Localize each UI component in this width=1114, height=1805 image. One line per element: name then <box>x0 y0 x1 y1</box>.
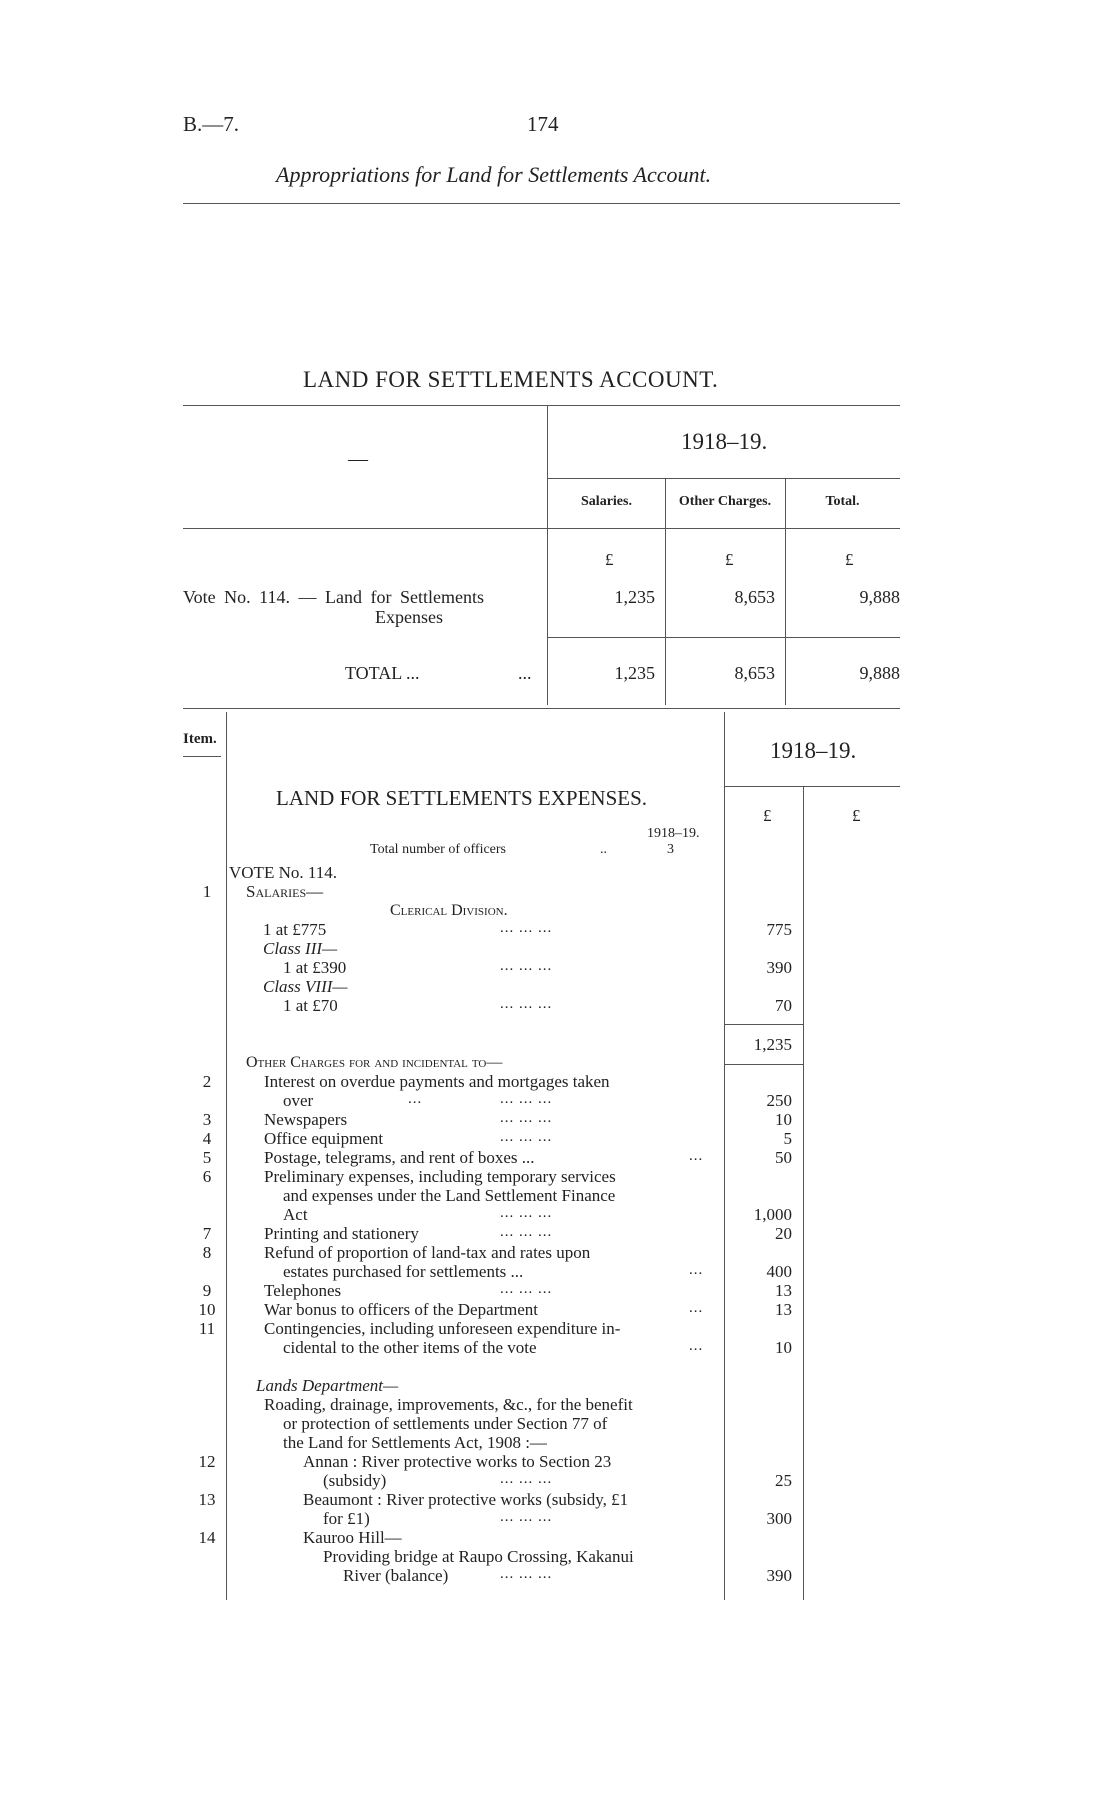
item-description: and expenses under the Land Settlement Finance <box>283 1186 616 1205</box>
salaries-subtotal-rule-top <box>724 1024 803 1025</box>
vote-heading: VOTE No. 114. <box>229 863 337 882</box>
item-amount: 20 <box>775 1224 792 1243</box>
summary-title: LAND FOR SETTLEMENTS ACCOUNT. <box>303 367 719 392</box>
item-number: 1 <box>202 882 212 901</box>
lands-department-heading: Lands Department— <box>256 1376 399 1395</box>
item-description: over <box>283 1091 314 1110</box>
leader-dots: ... <box>689 1338 704 1354</box>
item-description: estates purchased for settlements ... <box>283 1262 524 1281</box>
col-salaries-header: Salaries. <box>581 494 632 509</box>
vote-total: 9,888 <box>859 587 900 607</box>
leader-dots: ... ... ... <box>500 1471 553 1487</box>
summary-year-rule <box>547 478 900 479</box>
page-number: 174 <box>527 112 559 136</box>
summary-header-rule <box>183 528 900 529</box>
summary-top-rule <box>183 405 900 406</box>
item-amount: 13 <box>775 1281 792 1300</box>
vote-salaries: 1,235 <box>614 587 655 607</box>
vote-label: Vote No. 114. — Land for Settlements <box>183 587 484 607</box>
clerical-division: Clerical Division. <box>390 902 508 919</box>
item-description: for £1) <box>323 1509 370 1528</box>
leader-dots: ... <box>689 1148 704 1164</box>
detail-year: 1918–19. <box>770 738 857 763</box>
item-number: 4 <box>202 1129 212 1148</box>
item-description: Annan : River protective works to Section 23 <box>303 1452 612 1471</box>
leader-dots: ... ... ... <box>500 996 553 1012</box>
vote-other-charges: 8,653 <box>734 587 775 607</box>
item-amount: 13 <box>775 1300 792 1319</box>
roading-description: the Land for Settlements Act, 1908 :— <box>283 1433 547 1452</box>
item-number: 2 <box>202 1072 212 1091</box>
item-description: Act <box>283 1205 308 1224</box>
expenses-title: LAND FOR SETTLEMENTS EXPENSES. <box>276 786 648 810</box>
salary-line: 1 at £70 <box>283 996 338 1015</box>
amount-column-mid <box>803 786 804 1600</box>
total-total: 9,888 <box>859 663 900 683</box>
item-number: 9 <box>202 1281 212 1300</box>
salaries-subtotal: 1,235 <box>753 1035 792 1054</box>
pound-sign: £ <box>845 550 854 569</box>
roading-description: or protection of settlements under Section 77 of <box>283 1414 608 1433</box>
summary-subtotal-rule <box>547 637 900 638</box>
pound-sign: £ <box>725 550 734 569</box>
item-amount: 50 <box>775 1148 792 1167</box>
salary-amount: 390 <box>766 958 792 977</box>
leader-dots: ... ... ... <box>500 1509 553 1525</box>
leader-dots: ... ... ... <box>500 1281 553 1297</box>
leader-dots: ... ... ... <box>500 1129 553 1145</box>
item-header-rule <box>183 756 221 757</box>
item-description: River (balance) <box>343 1566 449 1585</box>
total-dots: ... <box>518 663 532 683</box>
class-heading: Class VIII— <box>263 977 348 996</box>
other-charges-heading: Other Charges for and incidental to— <box>246 1054 503 1071</box>
pound-sign: £ <box>605 550 614 569</box>
item-description: (subsidy) <box>323 1471 387 1490</box>
officers-label: Total number of officers <box>370 842 506 857</box>
item-column-divider <box>226 712 227 1600</box>
item-amount: 10 <box>775 1110 792 1129</box>
item-amount: 250 <box>766 1091 792 1110</box>
item-number: 8 <box>202 1243 212 1262</box>
item-description: Postage, telegrams, and rent of boxes ... <box>264 1148 535 1167</box>
pound-sign: £ <box>852 806 861 825</box>
total-salaries: 1,235 <box>614 663 655 683</box>
col-other-header: Other Charges. <box>678 494 772 509</box>
item-description: Beaumont : River protective works (subsidy, £1 <box>303 1490 629 1509</box>
summary-dash: — <box>348 448 368 470</box>
vote-label-cont: Expenses <box>375 607 443 627</box>
officers-count: 3 <box>667 842 674 857</box>
item-number: 5 <box>202 1148 212 1167</box>
header-rule <box>183 203 900 204</box>
summary-vline-1 <box>547 405 548 705</box>
total-other-charges: 8,653 <box>734 663 775 683</box>
salary-amount: 775 <box>766 920 792 939</box>
leader-dots: ... ... ... <box>500 1205 553 1221</box>
item-description: Telephones <box>264 1281 342 1300</box>
item-description: Contingencies, including unforeseen expenditure in- <box>264 1319 621 1338</box>
pound-sign: £ <box>763 806 772 825</box>
officers-year: 1918–19. <box>647 826 700 841</box>
class-heading: Class III— <box>263 939 338 958</box>
detail-year-rule <box>724 786 900 787</box>
item-description: Providing bridge at Raupo Crossing, Kakanui <box>323 1547 634 1566</box>
item-description: Refund of proportion of land-tax and rates upon <box>264 1243 591 1262</box>
leader-dots: ... ... ... <box>500 1224 553 1240</box>
item-column-header: Item. <box>183 731 217 747</box>
item-description: Printing and stationery <box>264 1224 419 1243</box>
salaries-subtotal-rule-bottom <box>724 1064 803 1065</box>
item-description: War bonus to officers of the Department <box>264 1300 539 1319</box>
item-amount: 300 <box>766 1509 792 1528</box>
item-description: Interest on overdue payments and mortgages taken <box>264 1072 610 1091</box>
document-reference: B.—7. <box>183 112 240 136</box>
leader-dots: ... <box>408 1091 423 1107</box>
summary-vline-2 <box>665 478 666 705</box>
leader-dots: ... ... ... <box>500 1091 553 1107</box>
summary-bottom-rule <box>183 708 900 709</box>
item-number: 6 <box>202 1167 212 1186</box>
item-amount: 10 <box>775 1338 792 1357</box>
item-number: 7 <box>202 1224 212 1243</box>
summary-year: 1918–19. <box>681 429 768 454</box>
item-description: Kauroo Hill— <box>303 1528 402 1547</box>
item-description: Newspapers <box>264 1110 348 1129</box>
roading-description: Roading, drainage, improvements, &c., for the benefit <box>264 1395 633 1414</box>
col-total-header: Total. <box>825 494 860 509</box>
item-amount: 400 <box>766 1262 792 1281</box>
item-description: Office equipment <box>264 1129 384 1148</box>
item-amount: 5 <box>783 1129 792 1148</box>
salary-line: 1 at £775 <box>263 920 327 939</box>
item-number: 13 <box>198 1490 216 1509</box>
leader-dots: ... ... ... <box>500 1110 553 1126</box>
total-label: TOTAL ... <box>345 663 420 683</box>
salary-line: 1 at £390 <box>283 958 347 977</box>
leader-dots: ... ... ... <box>500 1566 553 1582</box>
leader-dots: ... <box>689 1300 704 1316</box>
item-number: 3 <box>202 1110 212 1129</box>
item-description: Preliminary expenses, including temporary services <box>264 1167 616 1186</box>
item-amount: 390 <box>766 1566 792 1585</box>
item-amount: 1,000 <box>753 1205 792 1224</box>
salary-amount: 70 <box>775 996 792 1015</box>
item-number: 12 <box>198 1452 216 1471</box>
leader-dots: ... <box>689 1262 704 1278</box>
page-subtitle: Appropriations for Land for Settlements Account. <box>276 162 712 187</box>
salaries-heading: Salaries— <box>246 882 324 901</box>
item-number: 11 <box>198 1319 216 1338</box>
leader-dots: ... ... ... <box>500 958 553 974</box>
item-amount: 25 <box>775 1471 792 1490</box>
officers-dots: .. <box>600 842 607 857</box>
item-description: cidental to the other items of the vote <box>283 1338 537 1357</box>
leader-dots: ... ... ... <box>500 920 553 936</box>
summary-vline-3 <box>785 478 786 705</box>
item-number: 10 <box>198 1300 216 1319</box>
item-number: 14 <box>198 1528 216 1547</box>
